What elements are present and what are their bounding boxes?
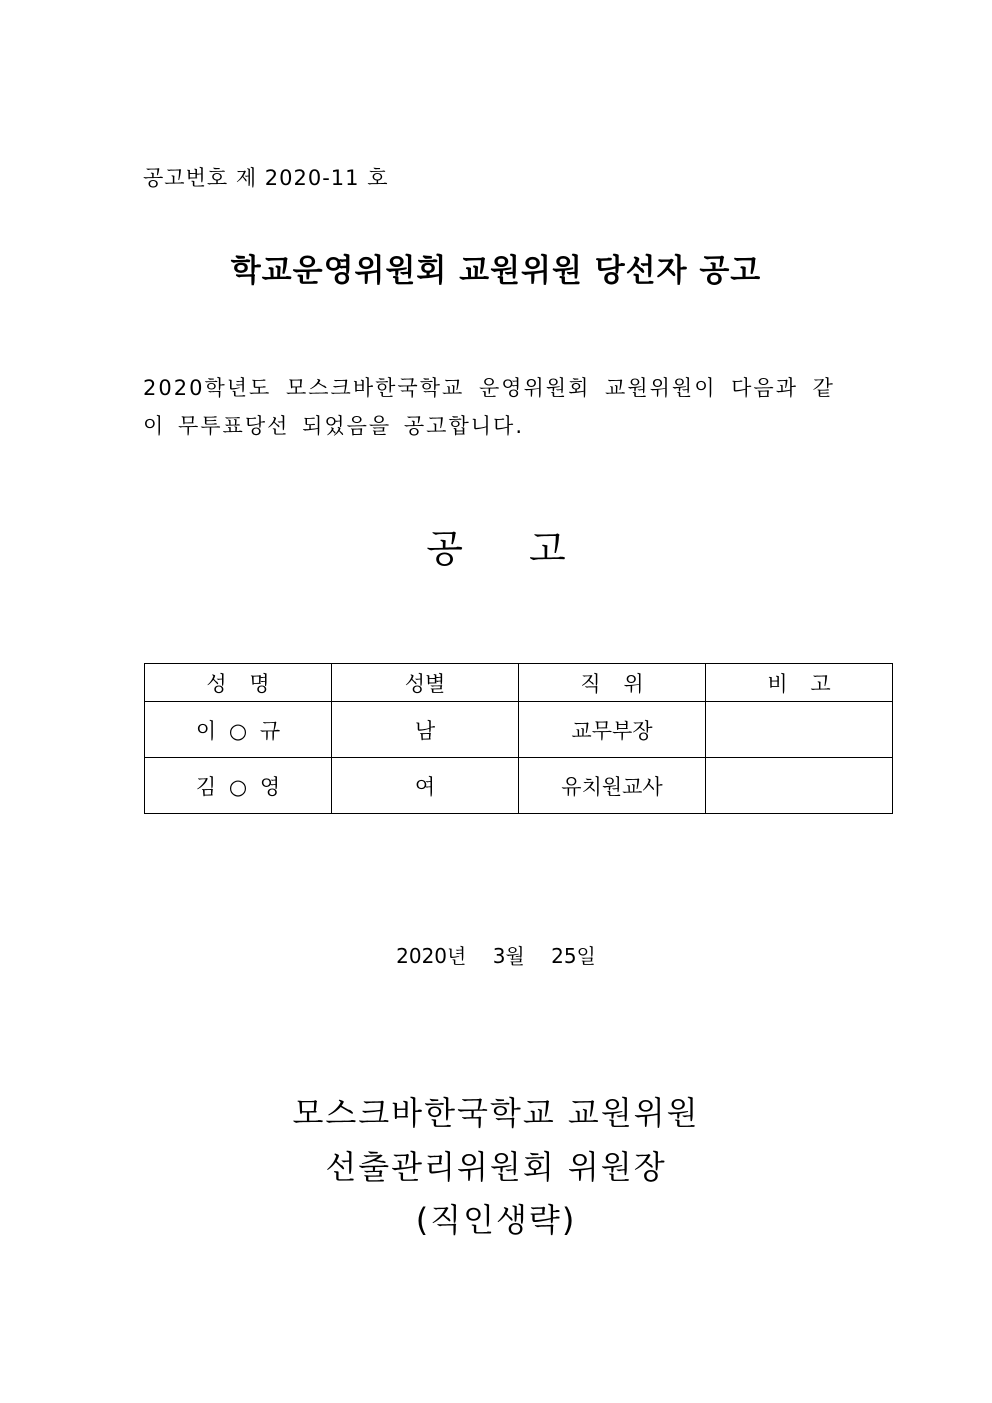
announcement-heading: 공 고 bbox=[426, 527, 566, 571]
issuer-line-1: 모스크바한국학교 교원위원 bbox=[292, 1094, 700, 1132]
cell-name: 이 ○ 규 bbox=[145, 702, 332, 758]
header-gender: 성별 bbox=[332, 664, 519, 702]
cell-remarks bbox=[706, 758, 893, 814]
header-name: 성 명 bbox=[145, 664, 332, 702]
table-header-row bbox=[145, 664, 893, 702]
announcement-body-line-2: 이 무투표당선 되었음을 공고합니다. bbox=[143, 414, 524, 438]
notice-number: 공고번호 제 2020-11 호 bbox=[143, 166, 389, 190]
issuer-line-2: 선출관리위원회 위원장 bbox=[325, 1148, 667, 1186]
header-position: 직 위 bbox=[519, 664, 706, 702]
issuer-seal-omitted: (직인생략) bbox=[415, 1201, 577, 1239]
table-row bbox=[145, 702, 893, 758]
cell-position: 교무부장 bbox=[519, 702, 706, 758]
document-title: 학교운영위원회 교원위원 당선자 공고 bbox=[230, 253, 762, 289]
announcement-date: 2020년 3월 25일 bbox=[396, 944, 596, 968]
cell-gender: 여 bbox=[332, 758, 519, 814]
elected-members-table bbox=[144, 663, 893, 814]
table-row bbox=[145, 758, 893, 814]
header-remarks: 비 고 bbox=[706, 664, 893, 702]
cell-remarks bbox=[706, 702, 893, 758]
cell-name: 김 ○ 영 bbox=[145, 758, 332, 814]
cell-gender: 남 bbox=[332, 702, 519, 758]
announcement-body-line-1: 2020학년도 모스크바한국학교 운영위원회 교원위원이 다음과 같 bbox=[143, 376, 835, 400]
cell-position: 유치원교사 bbox=[519, 758, 706, 814]
